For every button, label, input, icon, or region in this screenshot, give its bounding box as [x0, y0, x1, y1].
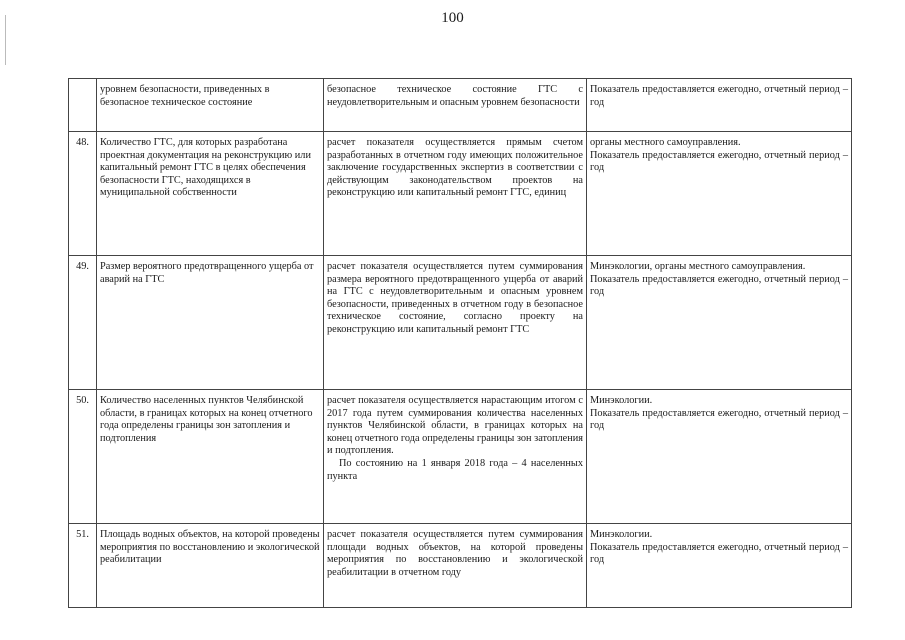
calculation-method: расчет показателя осуществляется прямым счетом разработанных в отчетном году имеющих положительное заключение государственных экспертиз в соответствии с действующим законодательством проектов на реконструкцию или капитальный ремонт ГТС, единиц: [324, 132, 587, 256]
method-text: расчет показателя осуществляется нарастающим итогом с 2017 года путем суммирования количества населенных пунктов Челябинской области, в границах которых на конец отчетного года определены границы зон затопления и подтопления.: [327, 395, 583, 457]
info-line: Показатель предоставляется ежегодно, отчетный период – год: [590, 273, 848, 298]
row-number: 51.: [69, 524, 97, 608]
info-line: Минэкологии.: [590, 395, 653, 406]
info-line: Показатель предоставляется ежегодно, отчетный период – год: [590, 84, 848, 108]
info-source: [587, 524, 852, 608]
info-source: [587, 390, 852, 524]
row-number: 49.: [69, 256, 97, 390]
indicator-name: уровнем безопасности, приведенных в безопасное техническое состояние: [97, 79, 324, 132]
info-source: [587, 79, 852, 132]
info-line: органы местного самоуправления.: [590, 137, 741, 148]
info-line: Показатель предоставляется ежегодно, отчетный период – год: [590, 407, 848, 432]
indicator-name: Площадь водных объектов, на которой проведены мероприятия по восстановлению и экологической реабилитации: [97, 524, 324, 608]
indicator-name: Размер вероятного предотвращенного ущерба от аварий на ГТС: [97, 256, 324, 390]
info-source: [587, 256, 852, 390]
table-row: [69, 256, 852, 390]
info-line: Показатель предоставляется ежегодно, отчетный период – год: [590, 149, 848, 174]
table-row: [69, 390, 852, 524]
indicator-name: Количество ГТС, для которых разработана проектная документация на реконструкцию или капитальный ремонт ГТС в целях обеспечения безопасности ГТС, находящихся в муниципальной собственности: [97, 132, 324, 256]
row-number: 50.: [69, 390, 97, 524]
indicator-name: Количество населенных пунктов Челябинской области, в границах которых на конец отчетного года определены границы зон затопления и подтопления: [97, 390, 324, 524]
row-number: 48.: [69, 132, 97, 256]
calculation-method: [324, 390, 587, 524]
row-number: [69, 79, 97, 132]
table-row: [69, 79, 852, 132]
calculation-method: расчет показателя осуществляется путем суммирования размера вероятного предотвращенного ущерба от аварий на ГТС с неудовлетворительным и опасным уровнем безопасности, приведенных в отчетном году в безопасное техническое состояние, согласно проекту на реконструкцию или капитальный ремонт ГТС: [324, 256, 587, 390]
calculation-method: расчет показателя осуществляется путем суммирования площади водных объектов, на которой проведены мероприятия по восстановлению и экологической реабилитации в отчетном году: [324, 524, 587, 608]
table-row: [69, 524, 852, 608]
calculation-method: безопасное техническое состояние ГТС с неудовлетворительным и опасным уровнем безопасности: [324, 79, 587, 132]
indicators-table: [68, 78, 852, 608]
info-line: Показатель предоставляется ежегодно, отчетный период – год: [590, 541, 848, 566]
margin-mark: [5, 15, 6, 65]
info-line: Минэкологии, органы местного самоуправления.: [590, 261, 806, 272]
info-line: Минэкологии.: [590, 529, 653, 540]
table-row: [69, 132, 852, 256]
method-note: По состоянию на 1 января 2018 года – 4 населенных пункта: [327, 457, 583, 482]
info-source: [587, 132, 852, 256]
page-number: 100: [441, 10, 464, 26]
